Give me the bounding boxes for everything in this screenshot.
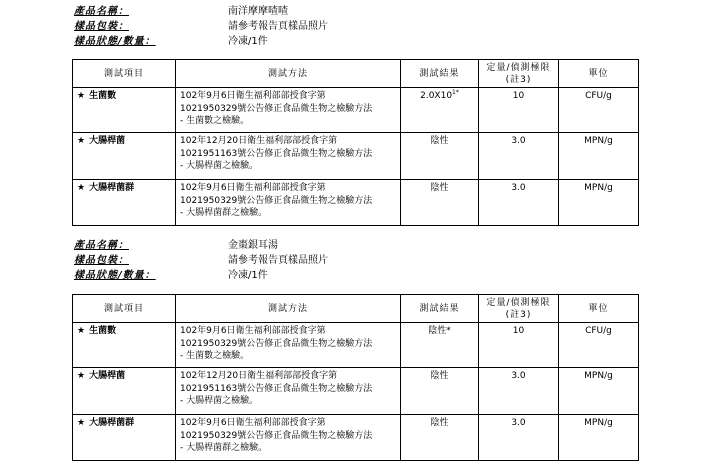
header-test-result: 測試結果 — [401, 60, 479, 88]
method-line: 1021950329號公告修正食品微生物之檢驗方法 — [180, 103, 373, 114]
limit-cell: 3.0 — [479, 180, 559, 226]
table-row — [73, 368, 639, 415]
sample-package-label: 樣品包裝： — [74, 255, 129, 266]
sample-package-value: 請參考報告頁樣品照片 — [228, 255, 328, 266]
test-item-name: 大腸桿菌 — [89, 136, 126, 146]
header-test-method: 測試方法 — [176, 295, 401, 323]
header-test-item: 測試項目 — [73, 295, 176, 323]
test-method-cell — [176, 368, 401, 415]
star-icon: ★ — [77, 418, 86, 428]
test-method-cell — [176, 88, 401, 133]
method-line: 102年9月6日衛生福利部部授食字第 — [180, 183, 326, 193]
test-item-name: 生菌數 — [89, 91, 117, 101]
test-result-cell — [401, 88, 479, 133]
test-result-cell — [401, 180, 479, 226]
star-icon: ★ — [77, 183, 86, 193]
unit-cell: CFU/g — [559, 88, 639, 133]
method-line: - 大腸桿菌之檢驗。 — [180, 161, 259, 171]
unit-cell: CFU/g — [559, 323, 639, 368]
table-header-row — [73, 295, 639, 323]
star-icon: ★ — [77, 371, 86, 381]
sample-state-label: 樣品狀態/數量： — [74, 270, 156, 281]
test-item-cell — [73, 368, 176, 415]
sample-state-label: 樣品狀態/數量： — [74, 36, 156, 47]
method-line: 1021951163號公告修正食品微生物之檢驗方法 — [180, 383, 373, 394]
limit-cell: 3.0 — [479, 368, 559, 415]
test-result-cell — [401, 415, 479, 461]
method-line: 102年12月20日衛生福利部部授食字第 — [180, 371, 338, 381]
header-limit: 定量/偵測極限(註3) — [479, 60, 559, 88]
unit-cell: MPN/g — [559, 180, 639, 226]
method-line: - 大腸桿菌之檢驗。 — [180, 396, 259, 406]
sample-state-value: 冷凍/1件 — [228, 36, 268, 47]
result-value: 陰性 — [430, 183, 449, 193]
header-limit: 定量/偵測極限(註3) — [479, 295, 559, 323]
method-line: 102年9月6日衛生福利部部授食字第 — [180, 91, 326, 101]
test-item-cell — [73, 415, 176, 461]
result-value: 陰性 — [430, 371, 449, 381]
header-test-method: 測試方法 — [176, 60, 401, 88]
test-item-cell — [73, 88, 176, 133]
test-method-cell — [176, 180, 401, 226]
test-item-name: 大腸桿菌群 — [89, 183, 135, 193]
limit-cell: 10 — [479, 323, 559, 368]
table-row — [73, 323, 639, 368]
sample-package-label: 樣品包裝： — [74, 21, 129, 32]
header-test-result: 測試結果 — [401, 295, 479, 323]
limit-cell: 10 — [479, 88, 559, 133]
sample-state-value: 冷凍/1件 — [228, 270, 268, 281]
test-item-name: 大腸桿菌 — [89, 371, 126, 381]
star-icon: ★ — [77, 326, 86, 336]
header-test-item: 測試項目 — [73, 60, 176, 88]
table-row — [73, 415, 639, 461]
method-line: 1021950329號公告修正食品微生物之檢驗方法 — [180, 338, 373, 349]
product-name-label: 產品名稱： — [74, 6, 129, 17]
result-value: 陰性 — [430, 418, 449, 428]
test-item-name: 大腸桿菌群 — [89, 418, 135, 428]
product-name-value: 南洋摩摩喳喳 — [228, 6, 288, 17]
method-line: - 大腸桿菌群之檢驗。 — [180, 208, 268, 218]
product-name-label: 產品名稱： — [74, 240, 129, 251]
result-value: 陰性 — [430, 136, 449, 146]
method-line: - 生菌數之檢驗。 — [180, 351, 250, 361]
result-exponent: 1* — [452, 89, 459, 96]
test-result-cell — [401, 368, 479, 415]
limit-cell: 3.0 — [479, 133, 559, 180]
test-method-cell — [176, 415, 401, 461]
test-result-cell — [401, 323, 479, 368]
table-row — [73, 88, 639, 133]
test-item-cell — [73, 180, 176, 226]
test-method-cell — [176, 133, 401, 180]
star-icon: ★ — [77, 136, 86, 146]
results-table — [72, 294, 639, 461]
test-result-cell — [401, 133, 479, 180]
unit-cell: MPN/g — [559, 368, 639, 415]
method-line: - 生菌數之檢驗。 — [180, 116, 250, 126]
test-method-cell — [176, 323, 401, 368]
method-line: 1021950329號公告修正食品微生物之檢驗方法 — [180, 430, 373, 441]
result-value: 2.0X10 — [420, 91, 453, 101]
header-unit: 單位 — [559, 60, 639, 88]
test-item-name: 生菌數 — [89, 326, 117, 336]
method-line: 1021951163號公告修正食品微生物之檢驗方法 — [180, 148, 373, 159]
method-line: - 大腸桿菌群之檢驗。 — [180, 443, 268, 453]
table-row — [73, 133, 639, 180]
table-header-row — [73, 60, 639, 88]
unit-cell: MPN/g — [559, 415, 639, 461]
test-item-cell — [73, 323, 176, 368]
method-line: 1021950329號公告修正食品微生物之檢驗方法 — [180, 195, 373, 206]
test-item-cell — [73, 133, 176, 180]
limit-cell: 3.0 — [479, 415, 559, 461]
method-line: 102年9月6日衛生福利部部授食字第 — [180, 326, 326, 336]
sample-package-value: 請參考報告頁樣品照片 — [228, 21, 328, 32]
results-table — [72, 59, 639, 226]
star-icon: ★ — [77, 91, 86, 101]
unit-cell: MPN/g — [559, 133, 639, 180]
method-line: 102年9月6日衛生福利部部授食字第 — [180, 418, 326, 428]
header-unit: 單位 — [559, 295, 639, 323]
product-name-value: 金棗銀耳湯 — [228, 240, 278, 251]
table-row — [73, 180, 639, 226]
method-line: 102年12月20日衛生福利部部授食字第 — [180, 136, 338, 146]
result-value: 陰性* — [428, 326, 451, 336]
